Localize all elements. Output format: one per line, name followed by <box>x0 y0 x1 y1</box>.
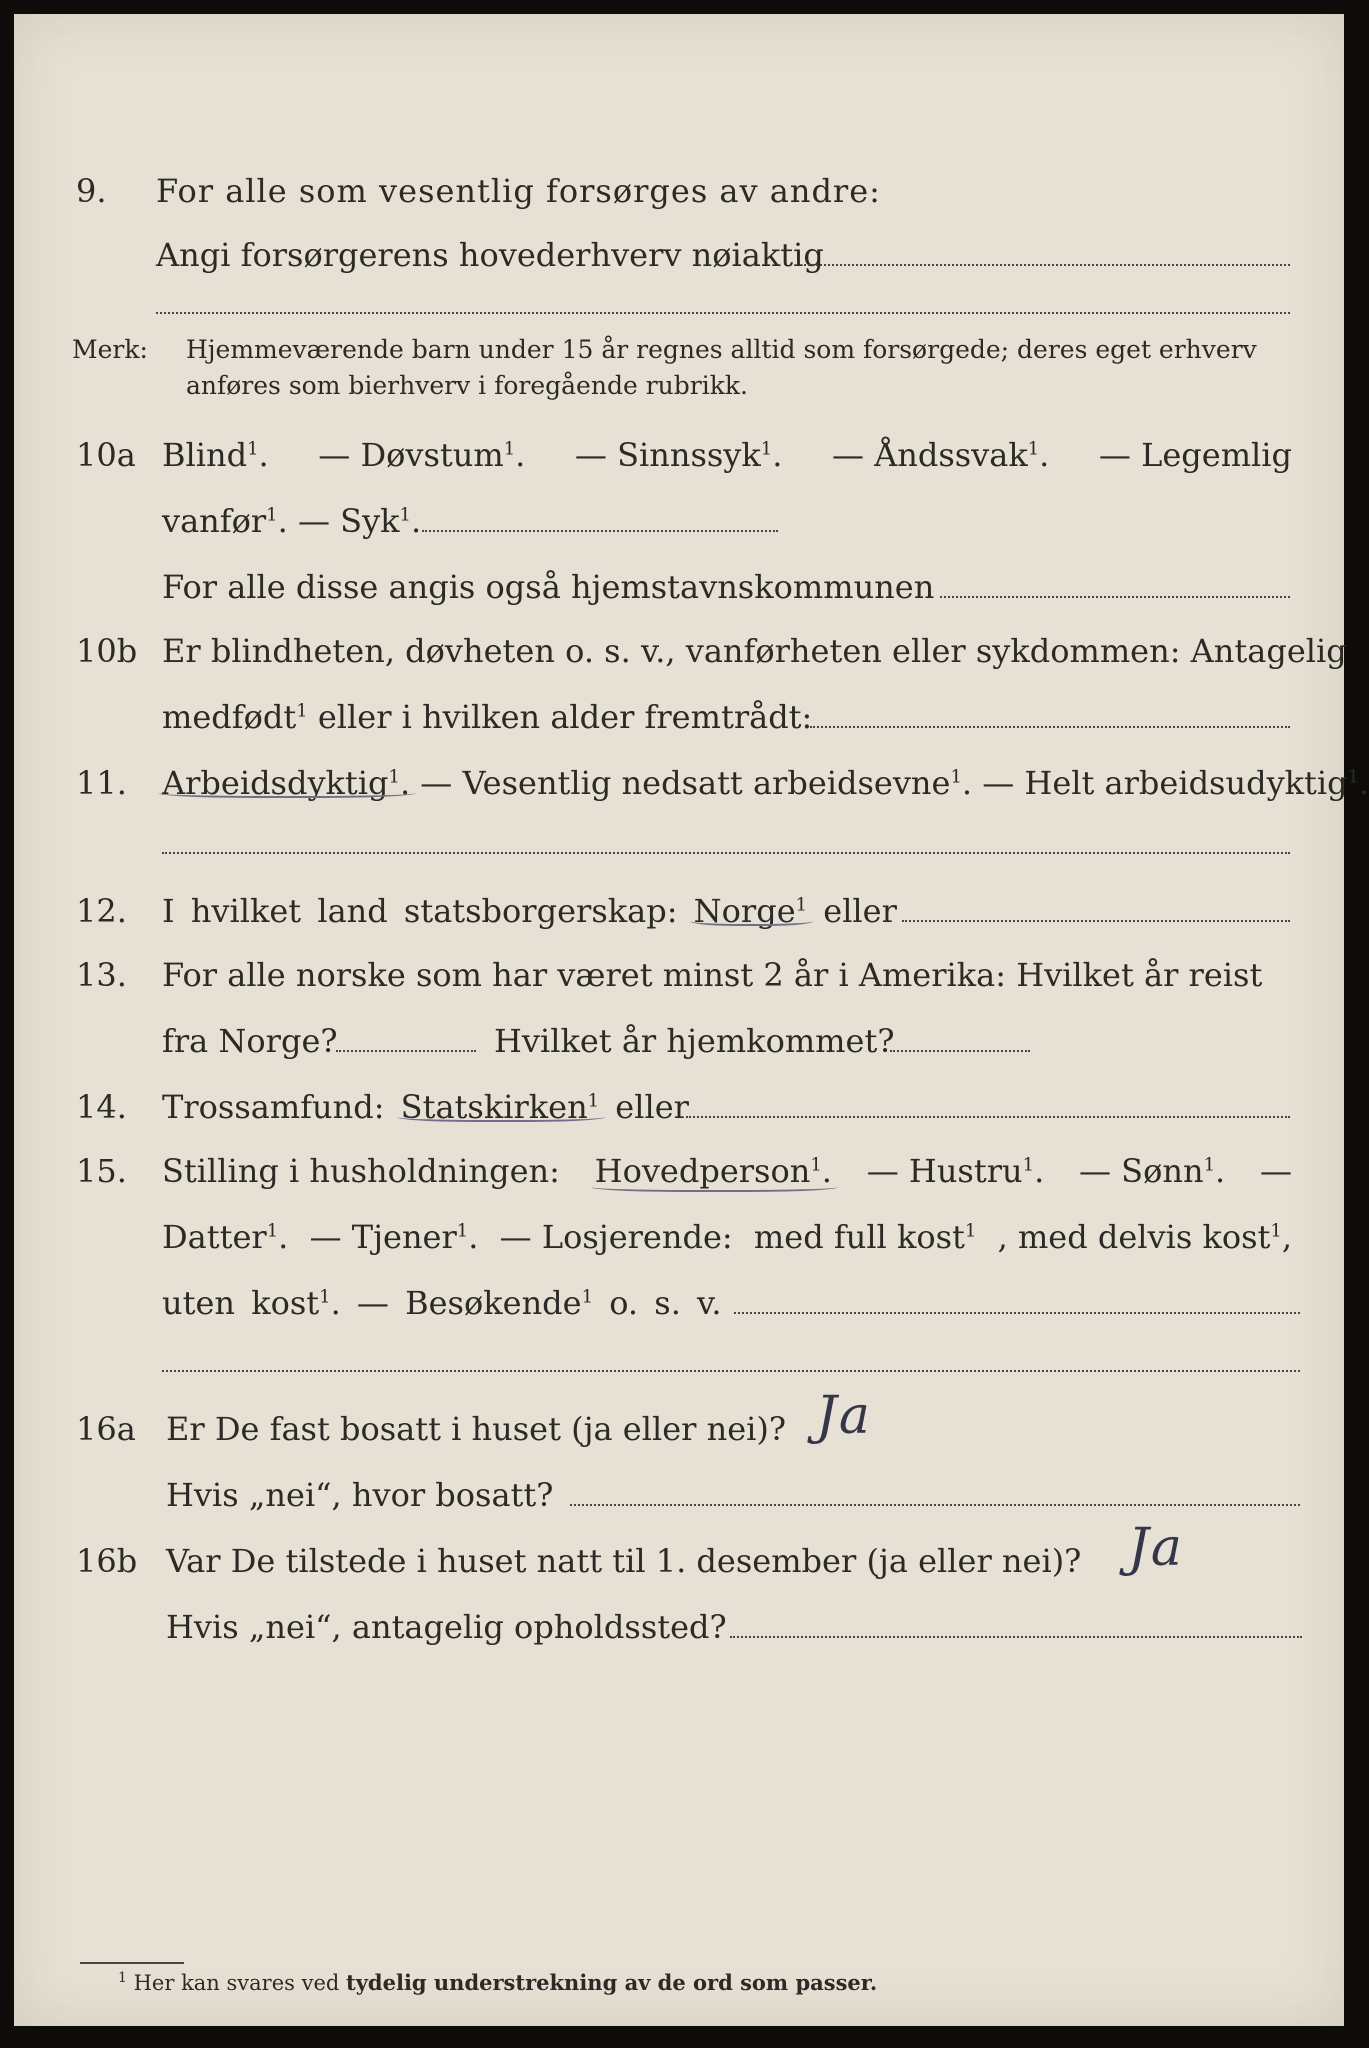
q10a-option-vanfor-syk[interactable]: vanfør$^1$. — Syk$^1$. <box>162 502 422 540</box>
q16a-number: 16a <box>76 1410 136 1448</box>
q15-option-besokende[interactable]: — Besøkende$^1$ <box>356 1284 594 1322</box>
q16a-handwritten-answer[interactable]: Ja <box>816 1386 872 1446</box>
merk-line2: anføres som bierhverv i foregående rubrikk. <box>186 371 748 400</box>
q16a-prompt: Hvis „nei“, hvor bosatt? <box>166 1476 554 1514</box>
q16b-handwritten-answer[interactable]: Ja <box>1128 1518 1184 1578</box>
q10b-text: Er blindheten, døvheten o. s. v., vanførheten eller sykdommen: Antagelig <box>162 632 1347 670</box>
q16b-answer-line[interactable] <box>730 1636 1302 1638</box>
q14-answer-line[interactable] <box>686 1116 1290 1118</box>
q10a-line3 <box>14 562 1344 612</box>
q12-text: I hvilket land statsborgerskap: Norge$^1$ eller <box>162 892 897 930</box>
q15-option-datter[interactable]: Datter$^1$. <box>162 1218 289 1256</box>
q15-option-uten-kost[interactable]: uten kost$^1$. <box>162 1284 341 1322</box>
q12-number: 12. <box>76 892 127 930</box>
q15-line3 <box>14 1278 1344 1328</box>
q16a-answer-line[interactable] <box>570 1504 1300 1506</box>
q10a-options <box>162 430 1292 480</box>
q15-answer-line-2[interactable] <box>162 1370 1300 1372</box>
q10a-line2 <box>14 496 1344 546</box>
merk-line1: Hjemmeværende barn under 15 år regnes alltid som forsørgede; deres eget erhverv <box>186 335 1257 364</box>
q11-line <box>14 758 1369 808</box>
merk-label: Merk: <box>72 335 148 364</box>
q16b-prompt: Hvis „nei“, antagelig opholdssted? <box>166 1608 727 1646</box>
q15-options-3: uten kost$^1$. — Besøkende$^1$ o. s. v. <box>162 1284 722 1322</box>
q16a-text: Er De fast bosatt i huset (ja eller nei)? <box>166 1410 787 1448</box>
q10a-number: 10a <box>76 436 136 474</box>
q14-text: Trossamfund: Statskirken$^1$ eller <box>162 1088 689 1126</box>
footnote: $^1$ Her kan svares ved tydelig understrekning av de ord som passer. <box>118 1970 878 1995</box>
q16b-number: 16b <box>76 1542 138 1580</box>
q10a-option-andssvak[interactable]: — Åndssvak$^1$. <box>831 436 1050 474</box>
q10a-option-legemlig[interactable]: — Legemlig <box>1098 436 1292 474</box>
q10a-hjemstavn-prompt: For alle disse angis også hjemstavnskommunen <box>162 568 935 606</box>
q9-number: 9. <box>76 172 107 210</box>
q10b-line1 <box>14 626 1347 676</box>
footnote-divider <box>80 1962 184 1964</box>
q15-option-delvis-kost[interactable]: , med delvis kost$^1$, <box>997 1218 1292 1256</box>
q16b-line2 <box>14 1602 1344 1652</box>
q15-option-sonn[interactable]: — Sønn$^1$. <box>1079 1152 1226 1190</box>
q15-option-full-kost[interactable]: med full kost$^1$ <box>753 1218 977 1256</box>
census-form-page <box>14 14 1369 2026</box>
q10a-line1 <box>14 430 1344 480</box>
q10a-option-blind[interactable]: Blind$^1$. <box>162 436 269 474</box>
q13-line1 <box>14 950 1344 1000</box>
q11-number: 11. <box>76 764 127 802</box>
q9-line2 <box>14 230 1344 280</box>
q15-number: 15. <box>76 1152 127 1190</box>
q10b-line2 <box>14 692 1344 742</box>
q14-line <box>14 1082 1344 1132</box>
q9-answer-line[interactable] <box>804 264 1290 266</box>
q12-option-norge[interactable]: Norge$^1$ <box>693 892 808 930</box>
q15-line1 <box>14 1146 1344 1196</box>
q14-option-statskirken[interactable]: Statskirken$^1$ <box>400 1088 600 1126</box>
q10a-syk-answer-line[interactable] <box>422 530 778 532</box>
q10b-answer-line[interactable] <box>810 726 1290 728</box>
q13-text: For alle norske som har været minst 2 år i Amerika: Hvilket år reist <box>162 956 1263 994</box>
q14-number: 14. <box>76 1088 127 1126</box>
q11-answer-line[interactable] <box>162 852 1290 854</box>
q13-hjemkommet-answer-line[interactable] <box>890 1050 1030 1052</box>
q9-line1 <box>14 166 1344 216</box>
q13-reist-prompt: fra Norge? <box>162 1022 338 1060</box>
q9-prompt: Angi forsørgerens hovederhverv nøiaktig <box>156 236 824 274</box>
q10b-number: 10b <box>76 632 138 670</box>
q10b-option-medfodt[interactable]: medfødt <box>162 698 297 736</box>
q13-number: 13. <box>76 956 127 994</box>
q16a-line2 <box>14 1470 1344 1520</box>
q11-option-udyktig[interactable]: — Helt arbeidsudyktig$^1$. <box>982 764 1369 802</box>
q11-option-arbeidsdyktig[interactable]: Arbeidsdyktig$^1$. <box>162 764 411 802</box>
q15-option-hovedperson[interactable]: Hovedperson$^1$. <box>595 1146 832 1196</box>
q10a-option-sinnssyk[interactable]: — Sinnssyk$^1$. <box>574 436 783 474</box>
q15-line2 <box>14 1212 1344 1262</box>
q9-answer-line-2[interactable] <box>156 312 1290 314</box>
q11-options <box>162 758 1369 808</box>
q15-options-1: Stilling i husholdningen: Hovedperson$^1$. — Hustru$^1$. — Sønn$^1$. — <box>162 1146 1292 1196</box>
q13-reist-answer-line[interactable] <box>336 1050 476 1052</box>
q10b-prompt: medfødt$^1$ eller i hvilken alder fremtrådt: <box>162 698 813 736</box>
q15-option-hustru[interactable]: — Hustru$^1$. <box>866 1152 1045 1190</box>
q16a-line1 <box>14 1404 1344 1454</box>
q9-text: For alle som vesentlig forsørges av andre: <box>156 172 881 210</box>
q12-line <box>14 886 1344 936</box>
q13-line2 <box>14 1016 1344 1066</box>
q15-option-tjener[interactable]: — Tjener$^1$. <box>309 1218 479 1256</box>
q16b-text: Var De tilstede i huset natt til 1. desember (ja eller nei)? <box>166 1542 1082 1580</box>
q15-options-2: Datter$^1$. — Tjener$^1$. — Losjerende: med full kost$^1$ , med delvis kost$^1$, <box>162 1212 1292 1262</box>
q12-answer-line[interactable] <box>902 920 1290 922</box>
q15-answer-line[interactable] <box>734 1312 1300 1314</box>
q10a-option-dovstum[interactable]: — Døvstum$^1$. <box>318 436 526 474</box>
q11-option-nedsatt[interactable]: — Vesentlig nedsatt arbeidsevne$^1$. <box>420 764 973 802</box>
q10a-hjemstavn-answer-line[interactable] <box>940 596 1290 598</box>
q13-hjemkommet-prompt: Hvilket år hjemkommet? <box>494 1022 895 1060</box>
